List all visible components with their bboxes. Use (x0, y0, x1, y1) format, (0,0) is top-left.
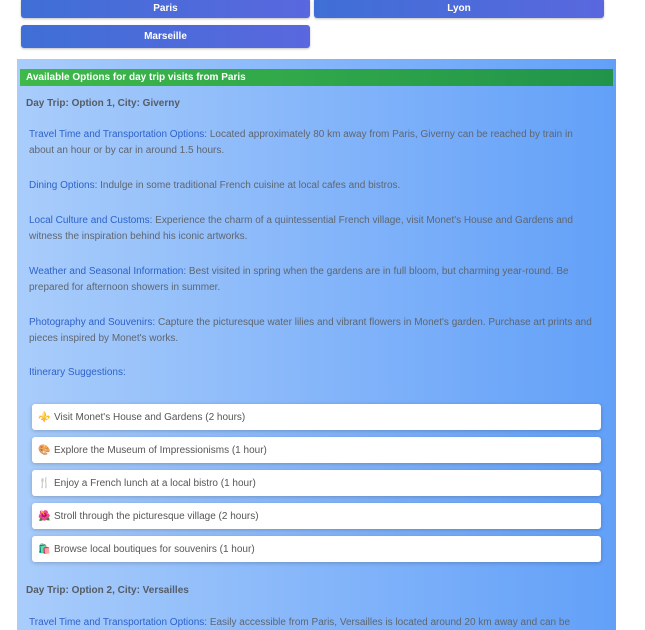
section-label: Local Culture and Customs: (29, 215, 153, 226)
fork-knife-icon: 🍴 (38, 477, 51, 489)
section-travel-time (29, 615, 597, 630)
section-label: Travel Time and Transportation Options: (29, 129, 208, 140)
itinerary-item[interactable] (32, 536, 601, 562)
section-label: Travel Time and Transportation Options: (29, 617, 208, 628)
section-text: Best visited in spring when the gardens are in full bloom, but charming year-round. Be prepared for afternoon showers in summer. (29, 266, 569, 293)
section-text: Capture the picturesque water lilies and vibrant flowers in Monet's garden. Purchase art prints and pieces inspired by Monet's works. (29, 317, 592, 344)
section-text: Located approximately 80 km away from Paris, Giverny can be reached by train in about an hour or by car in around 1.5 hours. (29, 129, 573, 156)
itinerary-item[interactable] (32, 470, 601, 496)
itinerary-item-text: Stroll through the picturesque village (2 hours) (54, 510, 259, 522)
section-label: Weather and Seasonal Information: (29, 266, 187, 277)
city-button-marseille[interactable]: Marseille (21, 25, 310, 48)
itinerary-item-text: Visit Monet's House and Gardens (2 hours) (54, 411, 246, 423)
city-button-paris[interactable]: Paris (21, 0, 310, 18)
trip-title-versailles: Day Trip: Option 2, City: Versailles (26, 585, 189, 596)
itinerary-item[interactable] (32, 404, 601, 430)
city-button-lyon[interactable]: Lyon (314, 0, 604, 18)
section-text: Experience the charm of a quintessential French village, visit Monet's House and Gardens and witness the inspiration behind his iconic artworks. (29, 215, 573, 242)
section-photography (29, 315, 597, 346)
flower-icon: 🌺 (38, 510, 51, 522)
itinerary-item[interactable] (32, 437, 601, 463)
itinerary-item-text: Enjoy a French lunch at a local bistro (1 hour) (54, 477, 256, 489)
trip-title-giverny: Day Trip: Option 1, City: Giverny (26, 98, 180, 109)
itinerary-item[interactable] (32, 503, 601, 529)
section-label: Dining Options: (29, 180, 98, 191)
fleur-de-lis-icon: ⚜️ (38, 411, 51, 423)
section-local-culture (29, 213, 597, 244)
itinerary-item-text: Explore the Museum of Impressionisms (1 hour) (54, 444, 267, 456)
section-text: Easily accessible from Paris, Versailles is located around 20 km away and can be (207, 617, 571, 628)
section-text: Indulge in some traditional French cuisine at local cafes and bistros. (97, 180, 401, 191)
section-dining (29, 178, 597, 194)
section-travel-time (29, 127, 597, 158)
section-label: Photography and Souvenirs: (29, 317, 156, 328)
shopping-bag-icon: 🛍️ (38, 543, 51, 555)
panel-header: Available Options for day trip visits from Paris (20, 69, 613, 86)
itinerary-label: Itinerary Suggestions: (29, 367, 126, 378)
itinerary-item-text: Browse local boutiques for souvenirs (1 hour) (54, 543, 255, 555)
palette-icon: 🎨 (38, 444, 51, 456)
section-weather (29, 264, 597, 295)
day-trip-panel (17, 59, 616, 630)
